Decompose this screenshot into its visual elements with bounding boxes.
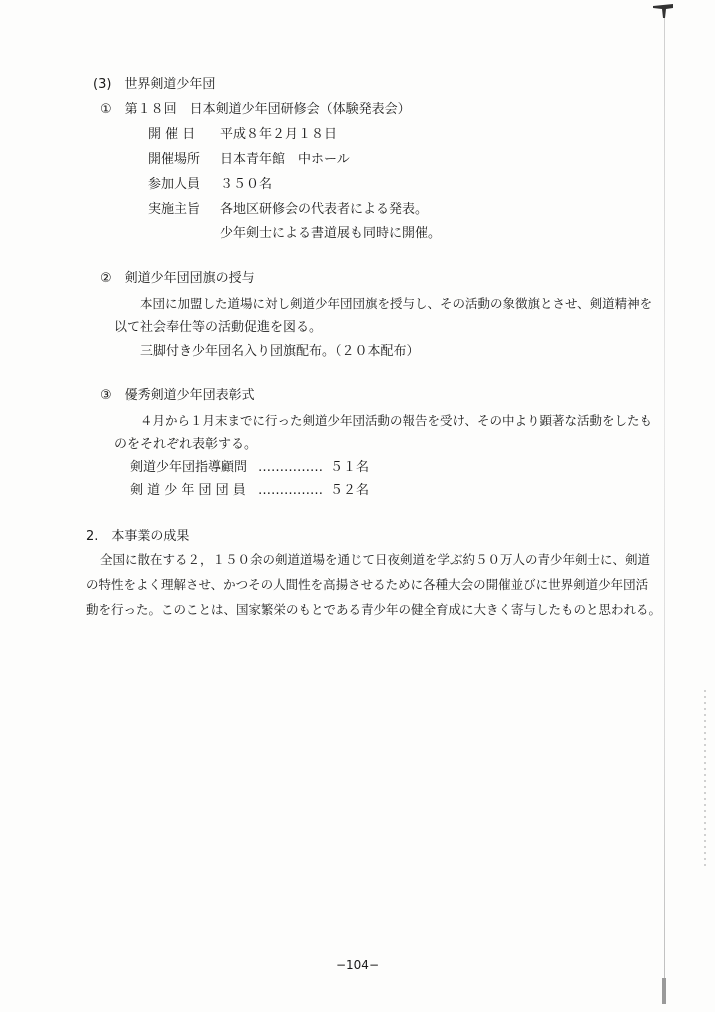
binding-bottom-mark — [662, 978, 666, 1004]
item1-row-value: 日本青年館 中ホール — [220, 152, 350, 167]
binding-edge-line — [664, 10, 665, 1002]
award-count: ５２名 — [330, 483, 370, 498]
item1-title: ① 第１８回 日本剣道少年団研修会（体験発表会） — [100, 102, 411, 117]
item3-body-line: のをそれぞれ表彰する。 — [114, 437, 258, 452]
section2-heading: 2. 本事業の成果 — [86, 529, 190, 544]
item1-extra-note: 少年剣士による書道展も同時に開催。 — [220, 226, 442, 241]
award-count: ５１名 — [330, 460, 370, 475]
award-leader-dots: …………… — [258, 483, 323, 498]
section2-body-line: の特性をよく理解させ、かつその人間性を高揚させるために各種大会の開催並びに世界剣道少年団活 — [86, 577, 649, 592]
item2-body-line: 三脚付き少年団名入り団旗配布。（２０本配布） — [140, 344, 420, 359]
award-label: 剣 道 少 年 団 団 員 — [130, 483, 246, 498]
item2-body-line: 本団に加盟した道場に対し剣道少年団団旗を授与し、その活動の象徴旗とさせ、剣道精神を — [140, 296, 653, 311]
section3-heading: (3) 世界剣道少年団 — [93, 77, 216, 92]
binding-corner-mark — [653, 4, 673, 18]
page-number: −104− — [335, 958, 379, 972]
item2-body-line: 以て社会奉仕等の活動促進を図る。 — [114, 320, 323, 335]
section2-body-line: 動を行った。このことは、国家繁栄のもとである青少年の健全育成に大きく寄与したものと思われる。 — [86, 602, 662, 617]
item1-row-value: 平成８年２月１８日 — [220, 127, 338, 142]
item1-row-value: 各地区研修会の代表者による発表。 — [220, 202, 429, 217]
award-label: 剣道少年団指導顧問 — [130, 460, 248, 475]
item3-title: ③ 優秀剣道少年団表彰式 — [100, 388, 255, 403]
scan-noise-dots — [704, 690, 706, 870]
item1-row-label: 開 催 日 — [148, 127, 196, 142]
item1-row-label: 参加人員 — [148, 177, 201, 192]
award-leader-dots: …………… — [258, 460, 323, 475]
section2-body-line: 全国に散在する２，１５０余の剣道道場を通じて日夜剣道を学ぶ約５０万人の青少年剣士に、剣道 — [100, 552, 651, 567]
item1-row-label: 実施主旨 — [148, 202, 201, 217]
item3-body-line: ４月から１月末までに行った剣道少年団活動の報告を受け、その中より顕著な活動をしたも — [140, 413, 653, 428]
item1-row-label: 開催場所 — [148, 152, 201, 167]
item2-title: ② 剣道少年団団旗の授与 — [100, 271, 255, 286]
item1-row-value: ３５０名 — [220, 177, 273, 192]
